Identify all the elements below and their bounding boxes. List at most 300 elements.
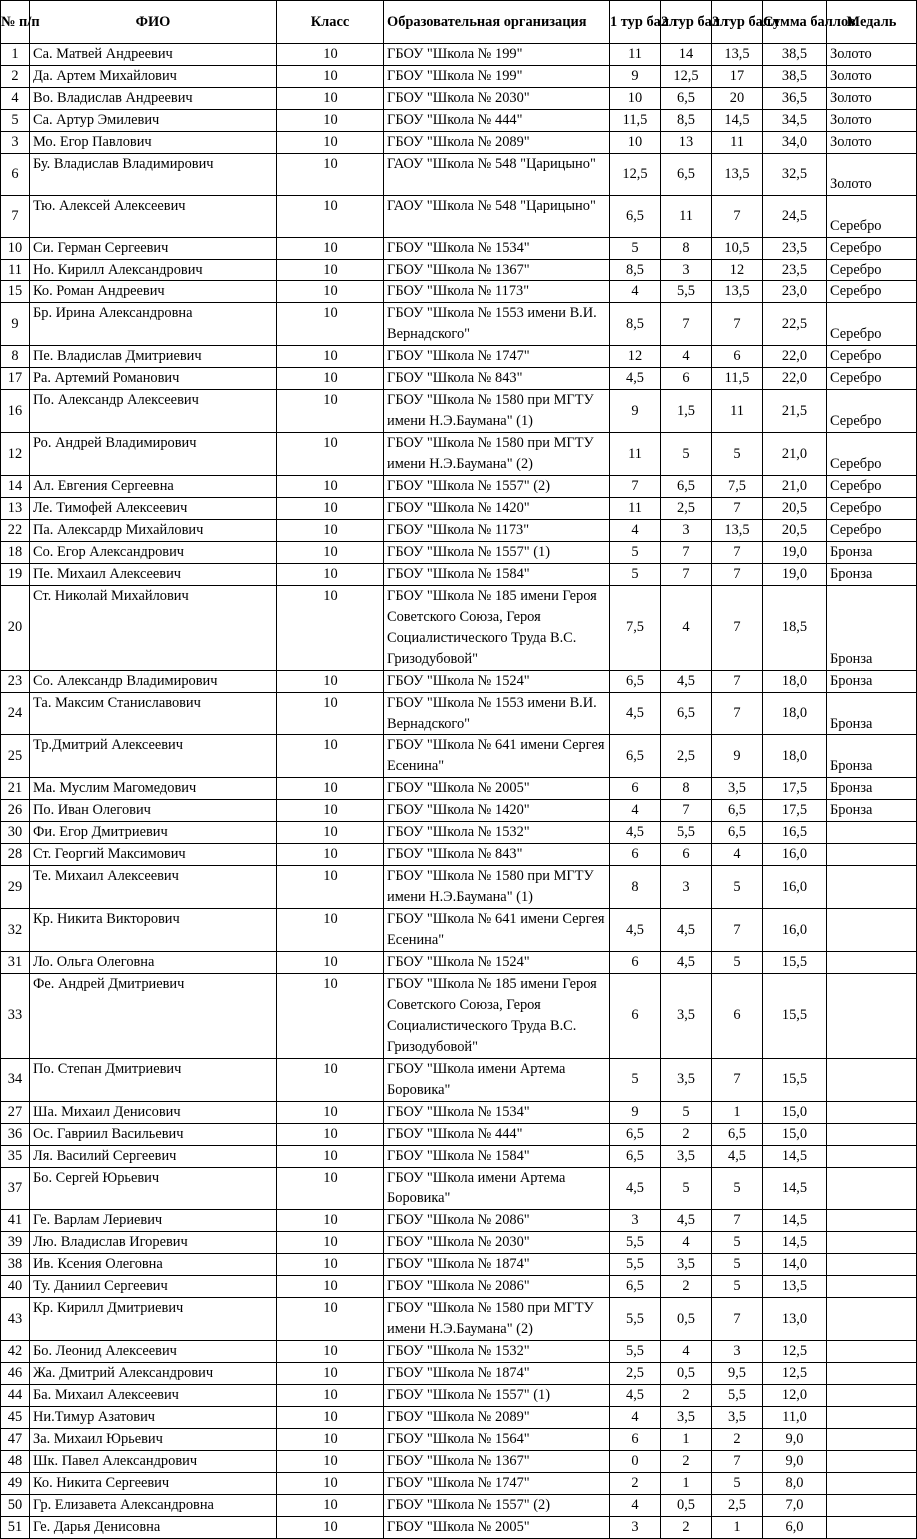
cell-class: 10 [277, 390, 384, 433]
cell-tur3: 6,5 [712, 800, 763, 822]
cell-class: 10 [277, 1472, 384, 1494]
cell-org: ГБОУ "Школа № 1367" [384, 1450, 610, 1472]
cell-tur1: 5 [610, 541, 661, 563]
cell-tur2: 6,5 [661, 692, 712, 735]
cell-tur1: 6,5 [610, 1145, 661, 1167]
cell-medal [827, 1254, 917, 1276]
cell-fio: Да. Артем Михайлович [30, 65, 277, 87]
cell-fio: Но. Кирилл Александрович [30, 259, 277, 281]
cell-class: 10 [277, 844, 384, 866]
cell-num: 3 [1, 131, 30, 153]
cell-tur1: 4 [610, 519, 661, 541]
cell-org: ГБОУ "Школа № 185 имени Героя Советского Союза, Героя Социалистического Труда В.С. Гризодубовой" [384, 973, 610, 1058]
table-row [1, 259, 917, 281]
cell-tur1: 0 [610, 1450, 661, 1472]
cell-fio: Та. Максим Станиславович [30, 692, 277, 735]
table-row [1, 1123, 917, 1145]
cell-tur1: 8,5 [610, 259, 661, 281]
table-row [1, 952, 917, 974]
cell-sum: 13,0 [763, 1298, 827, 1341]
cell-tur1: 8,5 [610, 303, 661, 346]
table-row [1, 1058, 917, 1101]
cell-tur3: 5 [712, 866, 763, 909]
cell-tur3: 20 [712, 87, 763, 109]
cell-num: 48 [1, 1450, 30, 1472]
table-row [1, 1254, 917, 1276]
cell-fio: Са. Артур Эмилевич [30, 109, 277, 131]
cell-tur1: 3 [610, 1210, 661, 1232]
cell-medal [827, 1167, 917, 1210]
table-row [1, 1276, 917, 1298]
cell-tur3: 7 [712, 541, 763, 563]
cell-medal: Серебро [827, 259, 917, 281]
cell-fio: Ко. Никита Сергеевич [30, 1472, 277, 1494]
cell-org: ГБОУ "Школа № 1173" [384, 519, 610, 541]
cell-tur2: 3,5 [661, 1058, 712, 1101]
cell-sum: 19,0 [763, 541, 827, 563]
cell-fio: Тю. Алексей Алексеевич [30, 195, 277, 237]
cell-org: ГБОУ "Школа № 444" [384, 109, 610, 131]
cell-tur1: 7,5 [610, 585, 661, 670]
cell-class: 10 [277, 735, 384, 778]
cell-fio: Ра. Артемий Романович [30, 368, 277, 390]
cell-class: 10 [277, 1298, 384, 1341]
cell-tur3: 7 [712, 909, 763, 952]
cell-tur1: 4,5 [610, 909, 661, 952]
cell-class: 10 [277, 909, 384, 952]
table-row [1, 1145, 917, 1167]
cell-class: 10 [277, 778, 384, 800]
cell-medal [827, 866, 917, 909]
cell-fio: Са. Матвей Андреевич [30, 44, 277, 66]
cell-org: ГБОУ "Школа № 843" [384, 844, 610, 866]
cell-class: 10 [277, 1276, 384, 1298]
cell-medal [827, 1123, 917, 1145]
cell-sum: 16,0 [763, 866, 827, 909]
cell-tur2: 1,5 [661, 390, 712, 433]
cell-medal: Серебро [827, 476, 917, 498]
cell-tur3: 5 [712, 1167, 763, 1210]
cell-tur1: 4,5 [610, 1167, 661, 1210]
cell-tur1: 6,5 [610, 1123, 661, 1145]
cell-sum: 18,0 [763, 692, 827, 735]
cell-medal [827, 1407, 917, 1429]
cell-num: 33 [1, 973, 30, 1058]
cell-org: ГБОУ "Школа № 1532" [384, 1341, 610, 1363]
cell-medal: Бронза [827, 778, 917, 800]
cell-tur3: 7 [712, 563, 763, 585]
cell-tur2: 2,5 [661, 497, 712, 519]
header-row [1, 1, 917, 44]
cell-medal [827, 1298, 917, 1341]
cell-num: 39 [1, 1232, 30, 1254]
cell-num: 25 [1, 735, 30, 778]
cell-fio: По. Александр Алексеевич [30, 390, 277, 433]
cell-org: ГБОУ "Школа имени Артема Боровика" [384, 1058, 610, 1101]
cell-num: 35 [1, 1145, 30, 1167]
cell-tur2: 4,5 [661, 909, 712, 952]
cell-org: ГБОУ "Школа № 1557" (1) [384, 541, 610, 563]
cell-fio: Те. Михаил Алексеевич [30, 866, 277, 909]
cell-org: ГБОУ "Школа № 1874" [384, 1254, 610, 1276]
cell-fio: Кр. Кирилл Дмитриевич [30, 1298, 277, 1341]
cell-sum: 20,5 [763, 519, 827, 541]
cell-sum: 34,0 [763, 131, 827, 153]
cell-fio: Ро. Андрей Владимирович [30, 433, 277, 476]
cell-class: 10 [277, 1232, 384, 1254]
cell-tur3: 11,5 [712, 368, 763, 390]
cell-tur1: 7 [610, 476, 661, 498]
cell-org: ГБОУ "Школа № 1580 при МГТУ имени Н.Э.Баумана" (2) [384, 1298, 610, 1341]
header-num: № п/п [1, 1, 30, 44]
cell-medal: Бронза [827, 541, 917, 563]
cell-tur1: 4 [610, 1407, 661, 1429]
cell-org: ГБОУ "Школа № 1532" [384, 822, 610, 844]
cell-tur2: 3,5 [661, 1145, 712, 1167]
cell-sum: 17,5 [763, 778, 827, 800]
cell-fio: Ст. Георгий Максимович [30, 844, 277, 866]
cell-tur3: 5,5 [712, 1385, 763, 1407]
cell-tur1: 9 [610, 65, 661, 87]
cell-tur2: 5 [661, 1167, 712, 1210]
cell-tur3: 7 [712, 195, 763, 237]
cell-medal: Серебро [827, 497, 917, 519]
cell-tur2: 14 [661, 44, 712, 66]
cell-fio: Ге. Дарья Денисовна [30, 1516, 277, 1538]
cell-num: 17 [1, 368, 30, 390]
cell-org: ГБОУ "Школа № 1580 при МГТУ имени Н.Э.Баумана" (2) [384, 433, 610, 476]
table-row [1, 1341, 917, 1363]
table-row [1, 281, 917, 303]
cell-medal [827, 1516, 917, 1538]
cell-tur3: 9 [712, 735, 763, 778]
cell-tur3: 6 [712, 973, 763, 1058]
cell-tur3: 5 [712, 433, 763, 476]
cell-medal: Серебро [827, 368, 917, 390]
table-row [1, 778, 917, 800]
cell-num: 40 [1, 1276, 30, 1298]
cell-fio: Ко. Роман Андреевич [30, 281, 277, 303]
cell-tur3: 6,5 [712, 1123, 763, 1145]
cell-num: 51 [1, 1516, 30, 1538]
cell-tur2: 7 [661, 563, 712, 585]
cell-tur2: 3 [661, 519, 712, 541]
table-row [1, 303, 917, 346]
cell-tur1: 5 [610, 1058, 661, 1101]
cell-class: 10 [277, 433, 384, 476]
cell-org: ГБОУ "Школа № 2030" [384, 87, 610, 109]
table-row [1, 670, 917, 692]
cell-org: ГБОУ "Школа имени Артема Боровика" [384, 1167, 610, 1210]
cell-org: ГБОУ "Школа № 2086" [384, 1210, 610, 1232]
cell-medal: Серебро [827, 237, 917, 259]
cell-medal [827, 952, 917, 974]
cell-fio: Лю. Владислав Игоревич [30, 1232, 277, 1254]
cell-num: 16 [1, 390, 30, 433]
cell-num: 42 [1, 1341, 30, 1363]
cell-sum: 15,5 [763, 1058, 827, 1101]
cell-fio: Жа. Дмитрий Александрович [30, 1363, 277, 1385]
cell-sum: 24,5 [763, 195, 827, 237]
cell-fio: Шк. Павел Александрович [30, 1450, 277, 1472]
header-medal: Медаль [827, 1, 917, 44]
cell-fio: Кр. Никита Викторович [30, 909, 277, 952]
cell-fio: Тр.Дмитрий Алексеевич [30, 735, 277, 778]
cell-tur3: 10,5 [712, 237, 763, 259]
cell-tur2: 12,5 [661, 65, 712, 87]
cell-tur1: 5,5 [610, 1254, 661, 1276]
cell-class: 10 [277, 87, 384, 109]
table-row [1, 497, 917, 519]
table-row [1, 433, 917, 476]
cell-class: 10 [277, 303, 384, 346]
cell-org: ГБОУ "Школа № 1747" [384, 346, 610, 368]
table-row [1, 153, 917, 195]
cell-num: 21 [1, 778, 30, 800]
cell-class: 10 [277, 1058, 384, 1101]
cell-sum: 16,5 [763, 822, 827, 844]
table-row [1, 1516, 917, 1538]
cell-num: 11 [1, 259, 30, 281]
cell-num: 6 [1, 153, 30, 195]
cell-fio: Ос. Гавриил Васильевич [30, 1123, 277, 1145]
cell-org: ГБОУ "Школа № 1580 при МГТУ имени Н.Э.Баумана" (1) [384, 390, 610, 433]
cell-tur2: 2 [661, 1385, 712, 1407]
table-row [1, 735, 917, 778]
cell-tur2: 2 [661, 1123, 712, 1145]
cell-org: ГБОУ "Школа № 1557" (2) [384, 476, 610, 498]
cell-tur2: 4 [661, 1232, 712, 1254]
cell-tur2: 3 [661, 259, 712, 281]
cell-tur1: 12 [610, 346, 661, 368]
cell-tur2: 4 [661, 1341, 712, 1363]
cell-num: 43 [1, 1298, 30, 1341]
cell-num: 5 [1, 109, 30, 131]
cell-sum: 16,0 [763, 909, 827, 952]
table-row [1, 1101, 917, 1123]
cell-tur2: 4,5 [661, 952, 712, 974]
cell-org: ГБОУ "Школа № 1420" [384, 497, 610, 519]
cell-class: 10 [277, 866, 384, 909]
cell-tur3: 13,5 [712, 281, 763, 303]
cell-medal: Бронза [827, 563, 917, 585]
cell-org: ГБОУ "Школа № 1534" [384, 1101, 610, 1123]
cell-class: 10 [277, 153, 384, 195]
table-row [1, 131, 917, 153]
cell-tur3: 7 [712, 692, 763, 735]
cell-sum: 22,0 [763, 368, 827, 390]
cell-fio: Ша. Михаил Денисович [30, 1101, 277, 1123]
header-tur1: 1 тур балл [610, 1, 661, 44]
cell-tur2: 6,5 [661, 153, 712, 195]
header-tur2: 2 тур балл [661, 1, 712, 44]
cell-sum: 38,5 [763, 65, 827, 87]
cell-tur2: 7 [661, 800, 712, 822]
cell-fio: Мо. Егор Павлович [30, 131, 277, 153]
cell-medal: Золото [827, 87, 917, 109]
cell-tur1: 11 [610, 497, 661, 519]
cell-org: ГАОУ "Школа № 548 "Царицыно" [384, 153, 610, 195]
cell-fio: Ту. Даниил Сергеевич [30, 1276, 277, 1298]
cell-sum: 14,5 [763, 1145, 827, 1167]
cell-tur1: 4,5 [610, 692, 661, 735]
cell-tur1: 6 [610, 778, 661, 800]
table-row [1, 237, 917, 259]
cell-sum: 21,5 [763, 390, 827, 433]
cell-org: ГБОУ "Школа № 185 имени Героя Советского Союза, Героя Социалистического Труда В.С. Гризодубовой" [384, 585, 610, 670]
cell-org: ГБОУ "Школа № 641 имени Сергея Есенина" [384, 735, 610, 778]
cell-fio: Ма. Муслим Магомедович [30, 778, 277, 800]
cell-medal: Бронза [827, 670, 917, 692]
cell-sum: 16,0 [763, 844, 827, 866]
cell-tur3: 1 [712, 1516, 763, 1538]
table-row [1, 476, 917, 498]
cell-sum: 23,5 [763, 237, 827, 259]
cell-sum: 17,5 [763, 800, 827, 822]
cell-num: 15 [1, 281, 30, 303]
cell-fio: Фи. Егор Дмитриевич [30, 822, 277, 844]
cell-fio: Ив. Ксения Олеговна [30, 1254, 277, 1276]
cell-class: 10 [277, 1516, 384, 1538]
cell-num: 30 [1, 822, 30, 844]
cell-org: ГБОУ "Школа № 1524" [384, 670, 610, 692]
cell-tur2: 4 [661, 585, 712, 670]
header-sum: Сумма баллов [763, 1, 827, 44]
cell-fio: Бо. Сергей Юрьевич [30, 1167, 277, 1210]
cell-tur1: 12,5 [610, 153, 661, 195]
cell-num: 38 [1, 1254, 30, 1276]
cell-tur2: 3,5 [661, 1254, 712, 1276]
cell-medal: Золото [827, 131, 917, 153]
cell-tur3: 7 [712, 1298, 763, 1341]
cell-tur1: 9 [610, 390, 661, 433]
cell-num: 28 [1, 844, 30, 866]
cell-medal [827, 822, 917, 844]
cell-sum: 13,5 [763, 1276, 827, 1298]
cell-tur2: 7 [661, 541, 712, 563]
cell-class: 10 [277, 109, 384, 131]
cell-sum: 12,5 [763, 1363, 827, 1385]
cell-org: ГБОУ "Школа № 1553 имени В.И. Вернадского" [384, 303, 610, 346]
cell-num: 14 [1, 476, 30, 498]
cell-class: 10 [277, 195, 384, 237]
cell-tur3: 7 [712, 1450, 763, 1472]
cell-tur3: 6 [712, 346, 763, 368]
cell-tur2: 4 [661, 346, 712, 368]
cell-class: 10 [277, 692, 384, 735]
table-row [1, 195, 917, 237]
cell-tur3: 4,5 [712, 1145, 763, 1167]
cell-class: 10 [277, 1385, 384, 1407]
cell-tur1: 6,5 [610, 670, 661, 692]
cell-sum: 6,0 [763, 1516, 827, 1538]
cell-org: ГБОУ "Школа № 1557" (1) [384, 1385, 610, 1407]
cell-fio: Бу. Владислав Владимирович [30, 153, 277, 195]
cell-num: 26 [1, 800, 30, 822]
cell-org: ГБОУ "Школа № 2089" [384, 1407, 610, 1429]
cell-num: 37 [1, 1167, 30, 1210]
cell-tur1: 5,5 [610, 1232, 661, 1254]
cell-org: ГБОУ "Школа № 1747" [384, 1472, 610, 1494]
table-row [1, 800, 917, 822]
cell-tur2: 2 [661, 1276, 712, 1298]
cell-sum: 38,5 [763, 44, 827, 66]
cell-tur1: 5 [610, 237, 661, 259]
cell-tur3: 17 [712, 65, 763, 87]
cell-sum: 8,0 [763, 1472, 827, 1494]
cell-fio: Си. Герман Сергеевич [30, 237, 277, 259]
cell-tur3: 7,5 [712, 476, 763, 498]
cell-medal [827, 1363, 917, 1385]
cell-fio: Ло. Ольга Олеговна [30, 952, 277, 974]
table-row [1, 1472, 917, 1494]
table-row [1, 1298, 917, 1341]
cell-org: ГБОУ "Школа № 2089" [384, 131, 610, 153]
cell-tur2: 4,5 [661, 1210, 712, 1232]
cell-num: 13 [1, 497, 30, 519]
cell-tur3: 14,5 [712, 109, 763, 131]
cell-tur3: 7 [712, 1058, 763, 1101]
table-row [1, 692, 917, 735]
table-row [1, 1385, 917, 1407]
cell-org: ГБОУ "Школа № 199" [384, 44, 610, 66]
cell-medal: Бронза [827, 735, 917, 778]
cell-medal [827, 1058, 917, 1101]
table-row [1, 1428, 917, 1450]
cell-tur3: 2 [712, 1428, 763, 1450]
header-tur3: 3 тур балл [712, 1, 763, 44]
cell-class: 10 [277, 1428, 384, 1450]
cell-org: ГБОУ "Школа № 199" [384, 65, 610, 87]
cell-tur2: 5,5 [661, 281, 712, 303]
cell-class: 10 [277, 1101, 384, 1123]
table-row [1, 844, 917, 866]
cell-org: ГБОУ "Школа № 843" [384, 368, 610, 390]
cell-medal [827, 1145, 917, 1167]
cell-sum: 14,5 [763, 1232, 827, 1254]
cell-num: 47 [1, 1428, 30, 1450]
table-row [1, 563, 917, 585]
cell-class: 10 [277, 346, 384, 368]
cell-fio: По. Иван Олегович [30, 800, 277, 822]
cell-medal [827, 1341, 917, 1363]
cell-medal [827, 1276, 917, 1298]
cell-medal [827, 1450, 917, 1472]
cell-sum: 15,5 [763, 973, 827, 1058]
cell-org: ГБОУ "Школа № 1564" [384, 1428, 610, 1450]
cell-sum: 19,0 [763, 563, 827, 585]
table-row [1, 866, 917, 909]
cell-num: 10 [1, 237, 30, 259]
cell-sum: 23,0 [763, 281, 827, 303]
table-row [1, 822, 917, 844]
cell-fio: По. Степан Дмитриевич [30, 1058, 277, 1101]
cell-num: 12 [1, 433, 30, 476]
cell-org: ГБОУ "Школа № 2030" [384, 1232, 610, 1254]
cell-tur1: 11 [610, 433, 661, 476]
cell-tur2: 0,5 [661, 1363, 712, 1385]
table-row [1, 368, 917, 390]
cell-sum: 15,0 [763, 1101, 827, 1123]
table-row [1, 44, 917, 66]
cell-tur3: 7 [712, 303, 763, 346]
cell-medal: Серебро [827, 346, 917, 368]
cell-tur1: 3 [610, 1516, 661, 1538]
cell-tur2: 1 [661, 1428, 712, 1450]
cell-org: ГБОУ "Школа № 1874" [384, 1363, 610, 1385]
cell-medal: Золото [827, 109, 917, 131]
cell-org: ГБОУ "Школа № 444" [384, 1123, 610, 1145]
